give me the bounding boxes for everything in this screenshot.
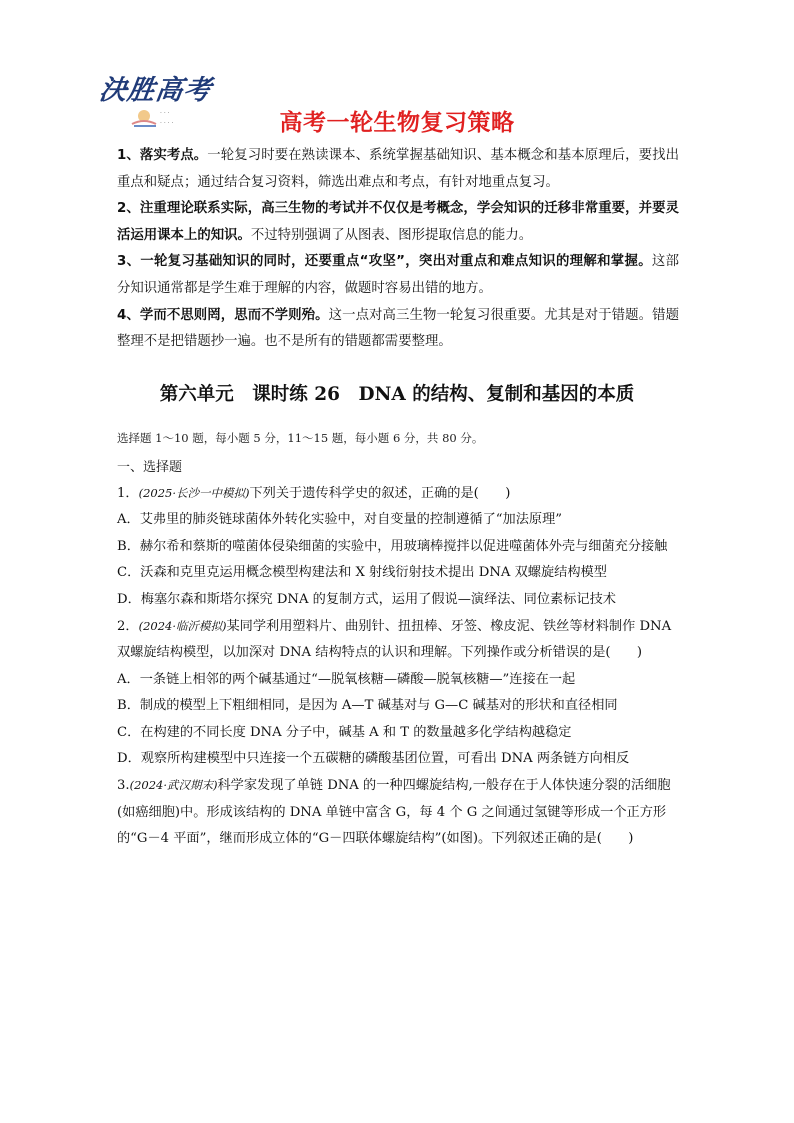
option-b: B．赫尔希和蔡斯的噬菌体侵染细菌的实验中，用玻璃棒搅拌以促进噬菌体外壳与细菌充分接触 bbox=[117, 538, 668, 554]
strategy-list bbox=[117, 143, 679, 356]
svg-text:· · ·: · · · bbox=[160, 110, 170, 117]
svg-text:· · · ·: · · · · bbox=[160, 120, 174, 127]
section-heading: 一、选择题 bbox=[117, 460, 183, 475]
question-source: (2024·临沂模拟) bbox=[138, 619, 227, 634]
strategy-item bbox=[117, 196, 679, 249]
question-text: 某同学利用塑料片、曲别针、扭扭棒、牙签、橡皮泥、铁丝等材料制作 DNA 双螺旋结构模型，以加深对 DNA 结构特点的认识和理解。下列操作或分析错误的是( ) bbox=[117, 619, 672, 661]
question-text: 科学家发现了单链 DNA 的一种四螺旋结构,一般存在于人体快速分裂的活细胞(如癌细胞)中。形成该结构的 DNA 单链中富含 G，每 4 个 G 之间通过氢键等形成一个正方形的“G－4 平面”，继而形成立体的“G－四联体螺旋结构”(如图)。下列叙述正确的是( ) bbox=[117, 778, 671, 847]
question-number: 3. bbox=[117, 778, 130, 794]
unit-title: 第六单元 课时练 26 DNA 的结构、复制和基因的本质 bbox=[159, 384, 635, 405]
strategy-item-text: 不过特别强调了从图表、图形提取信息的能力。 bbox=[250, 227, 533, 243]
strategy-item-text: 一轮复习时要在熟读课本、系统掌握基础知识、基本概念和基本原理后，要找出重点和疑点；通过结合复习资料，筛选出难点和考点，有针对地重点复习。 bbox=[117, 148, 679, 190]
option-a: A．一条链上相邻的两个碱基通过“—脱氧核糖—磷酸—脱氧核糖—”连接在一起 bbox=[117, 671, 576, 687]
strategy-item-heading: 4、学而不思则罔，思而不学则殆。 bbox=[117, 307, 329, 323]
strategy-item-text: 这一点对高三生物一轮复习很重要。尤其是对于错题。错题整理不是把错题抄一遍。也不是所有的错题都需要整理。 bbox=[117, 307, 679, 350]
strategy-item bbox=[117, 249, 679, 302]
question-source: (2024·武汉期末) bbox=[129, 778, 218, 793]
page-title: 高考一轮生物复习策略 bbox=[279, 110, 515, 136]
strategy-item-heading: 3、一轮复习基础知识的同时，还要重点“攻坚”，突出对重点和难点知识的理解和掌握。 bbox=[117, 254, 652, 270]
option-b: B．制成的模型上下粗细相同，是因为 A—T 碱基对与 G—C 碱基对的形状和直径相同 bbox=[117, 698, 618, 714]
option-c: C．沃森和克里克运用概念模型构建法和 X 射线衍射技术提出 DNA 双螺旋结构模型 bbox=[117, 565, 607, 581]
strategy-item bbox=[117, 303, 679, 356]
strategy-item-heading: 1、落实考点。 bbox=[117, 148, 208, 163]
strategy-item bbox=[117, 143, 679, 196]
option-d: D．观察所构建模型中只连接一个五碳糖的磷酸基团位置，可看出 DNA 两条链方向相反 bbox=[117, 751, 630, 767]
question-stem bbox=[117, 772, 679, 852]
strategy-item-text: 这部分知识通常都是学生难于理解的内容，做题时容易出错的地方。 bbox=[117, 254, 680, 296]
option-d: D．梅塞尔森和斯塔尔探究 DNA 的复制方式，运用了假说—演绎法、同位素标记技术 bbox=[117, 591, 616, 607]
logo-text: 決胜高考 bbox=[97, 75, 214, 106]
question-list bbox=[117, 480, 679, 853]
strategy-item-heading: 2、注重理论联系实际，高三生物的考试并不仅仅是考概念，学会知识的迁移非常重要，并要灵活运用课本上的知识。 bbox=[117, 201, 679, 243]
question-stem bbox=[117, 480, 679, 507]
option-a: A．艾弗里的肺炎链球菌体外转化实验中，对自变量的控制遵循了“加法原理” bbox=[117, 512, 563, 528]
score-info: 选择题 1～10 题，每小题 5 分，11～15 题，每小题 6 分，共 80 分。 bbox=[117, 431, 484, 445]
option-c: C．在构建的不同长度 DNA 分子中，碱基 A 和 T 的数量越多化学结构越稳定 bbox=[117, 724, 572, 740]
question-number: 2． bbox=[117, 619, 139, 635]
question-source: (2025·长沙一中模拟) bbox=[138, 486, 250, 500]
question-text: 下列关于遗传科学史的叙述，正确的是( ) bbox=[249, 486, 511, 501]
question-number: 1． bbox=[117, 486, 139, 501]
question-stem bbox=[117, 613, 679, 667]
